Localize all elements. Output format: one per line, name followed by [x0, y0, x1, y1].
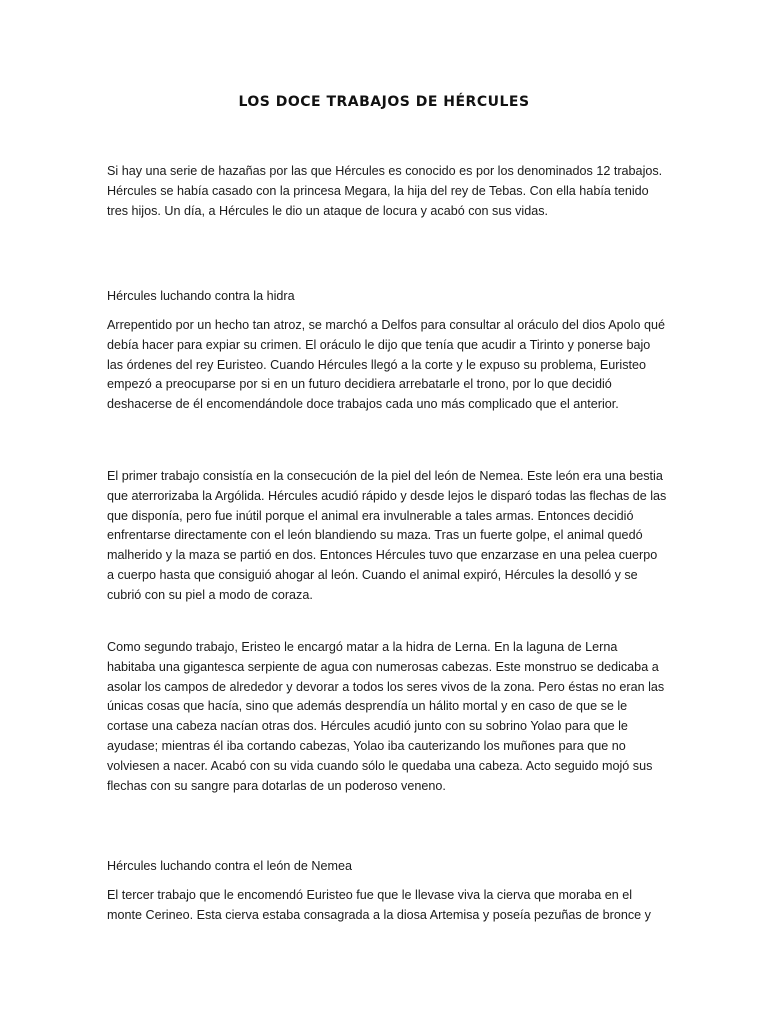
section-heading-leon: Hércules luchando contra el león de Nemea: [107, 859, 353, 873]
section-heading-hidra: Hércules luchando contra la hidra: [107, 289, 295, 303]
paragraph-segundo-trabajo: Como segundo trabajo, Eristeo le encargó matar a la hidra de Lerna. En la laguna de Lerna habitaba una gigantesca serpiente de agua con numerosas cabezas. Este monstruo se dedicaba a asolar los campos de alrededor y devorar a todos los seres vivos de la zona. Pero éstas no eran las únicas cosas que hacía, sino que además desprendía un hálito mortal y en caso de que se le cortase una cabeza nacían otras dos. Hércules acudió junto con su sobrino Yolao para que le ayudase; mientras él iba cortando cabezas, Yolao iba cauterizando los muñones para que no volviesen a nacer. Acabó con su vida cuando sólo le quedaba una cabeza. Acto seguido mojó sus flechas con su sangre para dotarlas de un poderoso veneno.: [107, 640, 665, 793]
intro-paragraph: Si hay una serie de hazañas por las que Hércules es conocido es por los denominados 12 trabajos. Hércules se había casado con la princesa Megara, la hija del rey de Tebas. Con ella había tenido tres hijos. Un día, a Hércules le dio un ataque de locura y acabó con sus vidas.: [107, 164, 663, 218]
paragraph-delfos: Arrepentido por un hecho tan atroz, se marchó a Delfos para consultar al oráculo del dios Apolo qué debía hacer para expiar su crimen. El oráculo le dijo que tenía que acudir a Tirinto y ponerse bajo las órdenes del rey Euristeo. Cuando Hércules llegó a la corte y le expuso su problema, Euristeo empezó a preocuparse por si en un futuro decidiera arrebatarle el trono, por lo que decidió deshacerse de él encomendándole doce trabajos cada uno más complicado que el anterior.: [107, 318, 665, 412]
paragraph-primer-trabajo: El primer trabajo consistía en la consecución de la piel del león de Nemea. Este león era una bestia que aterrorizaba la Argólida. Hércules acudió rápido y desde lejos le disparó todas las flechas de las que disponía, pero fue inútil porque el animal era invulnerable a tales armas. Entonces decidió enfrentarse directamente con el león blandiendo su maza. Tras un fuerte golpe, el animal quedó malherido y la maza se partió en dos. Entonces Hércules tuvo que enzarzase en una pelea cuerpo a cuerpo hasta que consiguió ahogar al león. Cuando el animal expiró, Hércules la desolló y se cubrió con su piel a modo de coraza.: [107, 469, 667, 602]
document-title: LOS DOCE TRABAJOS DE HÉRCULES: [238, 94, 530, 110]
paragraph-tercer-trabajo: El tercer trabajo que le encomendó Euristeo fue que le llevase viva la cierva que moraba en el monte Cerineo. Esta cierva estaba consagrada a la diosa Artemisa y poseía pezuñas de bronce y: [107, 888, 651, 922]
